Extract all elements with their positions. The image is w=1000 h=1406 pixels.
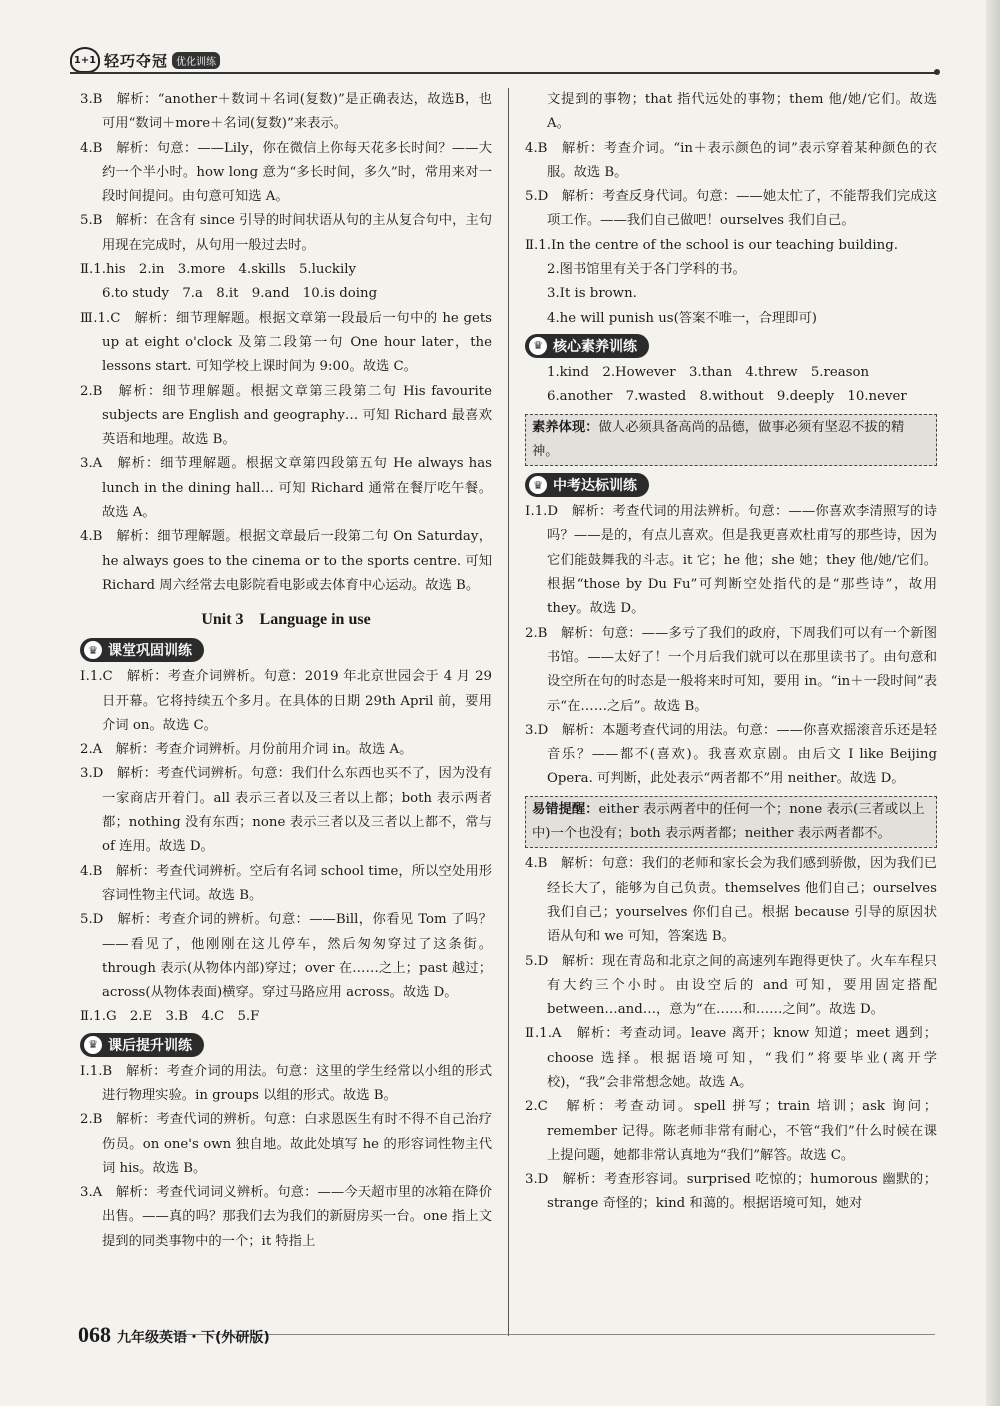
section-heading: [80, 1033, 204, 1057]
logo-badge: 1+1: [70, 47, 100, 73]
crown-icon: ♛: [529, 476, 547, 494]
section-heading: [525, 473, 649, 497]
logo: [70, 48, 220, 72]
answer-item: 4.B 解析：句意：——Lily，你在微信上你每天花多长时间？——大约一个半小时。how long 意为“多长时间，多久”时，常用来对一段时间提问。由句意可知选 A。: [80, 140, 492, 205]
logo-title: 轻巧夺冠: [104, 51, 169, 70]
answer-item: 3.A 解析：考查代词词义辨析。句意：——今天超市里的冰箱在降价出售。——真的吗？那我们去为我们的新厨房买一台。one 指上文提到的同类事物中的一个；it 特指上: [80, 1185, 492, 1249]
column-divider: [508, 88, 509, 1336]
answer-item: Ⅲ.1.C 解析：细节理解题。根据文章第一段最后一句中的 he gets up at eight o'clock 及第二段第一句 One hour later，the lessons start. 可知学校上课时间为 9:00。故选 C。: [80, 310, 492, 375]
note-text: 做人必须具备高尚的品德，做事必须有坚忍不拔的精神。: [532, 419, 905, 459]
answer-item: 3.D 解析：考查代词辨析。句意：我们什么东西也买不了，因为没有一家商店开着门。all 表示三者以及三者以上都；both 表示两者都；nothing 没有东西；none 表示三者以及三者以上都不，常与 of 连用。故选 D。: [80, 766, 492, 855]
answer-item: 4.B 解析：细节理解题。根据文章最后一段第二句 On Saturday，he always goes to the cinema or to the sports centre. 可知 Richard 周六经常去电影院看电影或去体育中心运动。故选 B。: [80, 529, 492, 593]
answer-item: 2.B 解析：细节理解题。根据文章第三段第二句 His favourite subjects are English and geography… 可知 Richard 最喜欢英语和地理。故选 B。: [80, 383, 492, 448]
answer-item: 5.B 解析：在含有 since 引导的时间状语从句的主从复合句中，主句用现在完成时，从句用一般过去时。: [80, 213, 492, 253]
note-label: 易错提醒：: [532, 801, 599, 817]
answer-line: 2.图书馆里有关于各门学科的书。: [547, 262, 746, 278]
answer-item: 4.B 解析：考查代词辨析。空后有名词 school time，所以空处用形容词性物主代词。故选 B。: [80, 863, 492, 903]
answer-line: 3.It is brown.: [547, 286, 637, 302]
answer-line: Ⅱ.1.his 2.in 3.more 4.skills 5.luckily: [80, 262, 356, 278]
answer-item: 2.A 解析：考查介词辨析。月份前用介词 in。故选 A。: [80, 742, 413, 758]
crown-icon: ♛: [529, 337, 547, 355]
answer-line: 6.another 7.wasted 8.without 9.deeply 10.never: [547, 389, 907, 405]
note-text: either 表示两者中的任何一个；none 表示(三者或以上中)一个也没有；both 表示两者都；neither 表示两者都不。: [532, 801, 925, 842]
answer-item: 5.D 解析：考查介词的辨析。句意：——Bill，你看见 Tom 了吗？——看见了，他刚刚在这儿停车，然后匆匆穿过了这条街。through 表示(从物体内部)穿过；over 在……之上；past 越过；across(从物体表面)横穿。穿过马路应用 across。故选 D。: [80, 912, 492, 1001]
section-heading: [80, 638, 204, 662]
footer-rule: [155, 1334, 935, 1335]
crown-icon: ♛: [84, 1036, 102, 1054]
answer-item: 3.D 解析：本题考查代词的用法。句意：——你喜欢摇滚音乐还是轻音乐？——都不(喜欢)。我喜欢京剧。由后文 I like Beijing Opera. 可判断，此处表示“两者都不”用 neither。故选 D。: [525, 722, 937, 787]
error-note: [525, 796, 937, 849]
unit-title: Unit 3 Language in use: [201, 611, 371, 629]
answer-line: 1.kind 2.However 3.than 4.threw 5.reason: [547, 364, 870, 380]
answer-item: Ⅱ.1.A 解析：考查动词。leave 离开；know 知道；meet 遇到；choose 选择。根据语境可知，“我们”将要毕业(离开学校)，“我”会非常想念她。故选 A。: [525, 1026, 937, 1090]
answer-line: 4.he will punish us(答案不唯一，合理即可): [547, 310, 817, 326]
page-number: 068: [78, 1322, 111, 1347]
section-heading-label: 课堂巩固训练: [108, 643, 192, 660]
logo-subtitle: 优化训练: [172, 52, 220, 69]
answer-item: 5.D 解析：现在青岛和北京之间的高速列车跑得更快了。火车车程只有大约三个小时。由设空后的 and 可知，要用固定搭配 between…and…，意为“在……和……之间”。故选 D。: [525, 953, 937, 1018]
section-heading: [525, 334, 649, 358]
page-footer: [78, 1322, 270, 1348]
answer-item: 4.B 解析：考查介词。“in＋表示颜色的词”表示穿着某种颜色的衣服。故选 B。: [525, 140, 937, 180]
answer-item: 文提到的事物；that 指代远处的事物；them 他/她/它们。故选 A。: [547, 92, 937, 132]
page-header: [70, 48, 940, 78]
header-dot: [934, 69, 940, 75]
answer-line: Ⅱ.1.In the centre of the school is our teaching building.: [525, 237, 898, 253]
answer-item: 2.B 解析：考查代词的辨析。句意：白求恩医生有时不得不自己治疗伤员。on one's own 独自地。故此处填写 he 的形容词性物主代词 his。故选 B。: [80, 1112, 492, 1176]
answer-item: 2.C 解析：考查动词。spell 拼写；train 培训；ask 询问；remember 记得。陈老师非常有耐心，不管“我们”什么时候在课上提问题，她都非常认真地为“我们”解答。故选 C。: [525, 1099, 937, 1163]
section-heading-label: 中考达标训练: [553, 478, 637, 495]
answer-item: 2.B 解析：句意：——多亏了我们的政府，下周我们可以有一个新图书馆。——太好了！一个月后我们就可以在那里读书了。由句意和设空所在句的时态是一般将来时可知，要用 in。“in＋一段时间”表示“在……之后”。故选 B。: [525, 625, 937, 714]
section-heading-label: 课后提升训练: [108, 1037, 192, 1054]
header-rule: [70, 72, 936, 74]
answer-item: Ⅰ.1.C 解析：考查介词辨析。句意：2019 年北京世园会于 4 月 29 日开幕。它将持续五个多月。在具体的日期 29th April 前，要用介词 on。故选 C。: [80, 669, 492, 733]
answer-item: 3.A 解析：细节理解题。根据文章第四段第五句 He always has lunch in the dining hall… 可知 Richard 通常在餐厅吃午餐。故选 A。: [80, 456, 492, 521]
answer-item: 5.D 解析：考查反身代词。句意：——她太忙了，不能帮我们完成这项工作。——我们自己做吧！ourselves 我们自己。: [525, 189, 937, 229]
page-edge: [986, 0, 1000, 1406]
section-heading-label: 核心素养训练: [553, 338, 637, 355]
answer-item: Ⅰ.1.D 解析：考查代词的用法辨析。句意：——你喜欢李清照写的诗吗？——是的，有点儿喜欢。但是我更喜欢杜甫写的那些诗，因为它们能鼓舞我的斗志。it 它；he 他；she 她；they 他/她/它们。根据“those by Du Fu”可判断空处指代的是“那些诗”，故用 they。故选 D。: [525, 504, 937, 617]
crown-icon: ♛: [84, 641, 102, 659]
answer-item: 4.B 解析：句意：我们的老师和家长会为我们感到骄傲，因为我们已经长大了，能够为自己负责。themselves 他们自己；ourselves 我们自己；yourselves 你们自己。根据 because 引导的原因状语从句和 we 可知，答案选 B。: [525, 856, 937, 945]
book-title: 九年级英语・下(外研版): [117, 1330, 270, 1346]
answer-item: Ⅰ.1.B 解析：考查介词的用法。句意：这里的学生经常以小组的形式进行物理实验。in groups 以组的形式。故选 B。: [80, 1063, 492, 1103]
literacy-note: [525, 414, 937, 467]
answer-item: 3.B 解析：“another＋数词＋名词(复数)”是正确表达，故选B，也可用“数词＋more＋名词(复数)”来表示。: [80, 92, 492, 132]
answer-line: Ⅱ.1.G 2.E 3.B 4.C 5.F: [80, 1009, 260, 1025]
left-column: [80, 88, 492, 1254]
answer-line: 6.to study 7.a 8.it 9.and 10.is doing: [102, 286, 378, 302]
right-column: [525, 88, 937, 1217]
note-label: 素养体现：: [532, 419, 599, 435]
answer-item: 3.D 解析：考查形容词。surprised 吃惊的；humorous 幽默的；strange 奇怪的；kind 和蔼的。根据语境可知，她对: [525, 1172, 937, 1212]
